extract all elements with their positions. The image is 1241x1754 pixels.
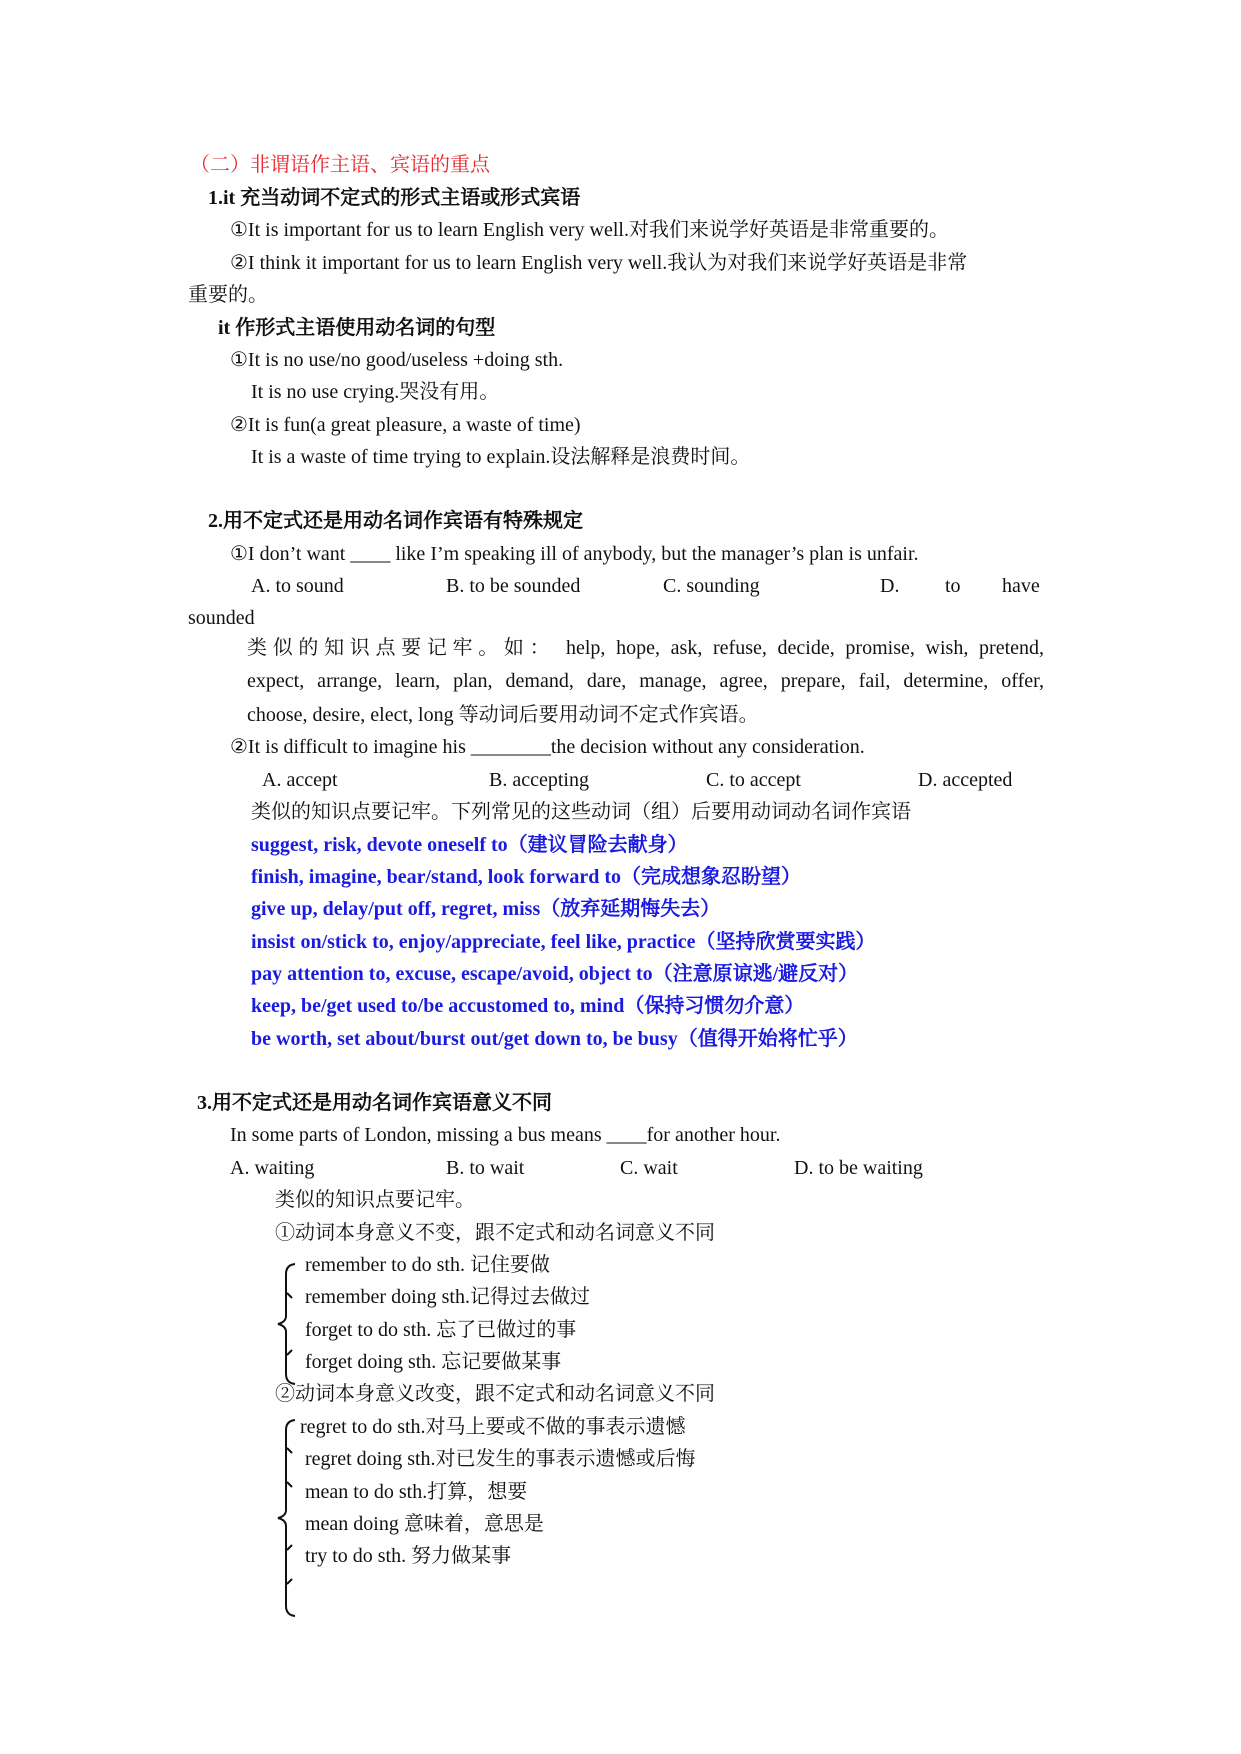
q1-option-b: B. to be sounded: [446, 575, 581, 597]
gerund-verb-line: pay attention to, excuse, escape/avoid, object to（注意原谅逃/避反对）: [251, 963, 859, 985]
question-3: In some parts of London, missing a bus means ____for another hour.: [230, 1124, 781, 1146]
example-1: ①It is important for us to learn English very well.对我们来说学好英语是非常重要的。: [230, 219, 949, 241]
group-1-item: remember to do sth. 记住要做: [305, 1254, 550, 1276]
pattern-1: ①It is no use/no good/useless +doing sth.: [230, 349, 564, 371]
q2-option-a: A. accept: [262, 769, 338, 791]
q3-option-a: A. waiting: [230, 1157, 315, 1179]
group-1-item: forget doing sth. 忘记要做某事: [305, 1351, 562, 1373]
note-remember: 类似的知识点要记牢。: [275, 1189, 475, 1211]
q1-option-d-word-2: have: [1002, 575, 1040, 597]
q3-option-b: B. to wait: [446, 1157, 525, 1179]
note-infinitive-verbs: [247, 632, 1044, 698]
q1-option-a: A. to sound: [251, 575, 344, 597]
q1-option-d-word-1: to: [945, 575, 961, 597]
gerund-verb-line: give up, delay/put off, regret, miss（放弃延期悔失去）: [251, 898, 721, 920]
q2-option-b: B. accepting: [489, 769, 589, 791]
example-2-line-2: 重要的。: [188, 284, 268, 306]
note-gerund-verbs: 类似的知识点要记牢。下列常见的这些动词（组）后要用动词动名词作宾语: [251, 801, 911, 823]
q2-option-d: D. accepted: [918, 769, 1013, 791]
example-2-line-1: ②I think it important for us to learn English very well.我认为对我们来说学好英语是非常: [230, 252, 968, 274]
section-title: （二）非谓语作主语、宾语的重点: [190, 154, 490, 176]
pattern-2-example: It is a waste of time trying to explain.设法解释是浪费时间。: [251, 446, 751, 468]
gerund-verb-line: keep, be/get used to/be accustomed to, mind（保持习惯勿介意）: [251, 995, 805, 1017]
q3-option-c: C. wait: [620, 1157, 678, 1179]
group-2-item: try to do sth. 努力做某事: [305, 1545, 512, 1567]
question-1: ①I don’t want ____ like I’m speaking ill of anybody, but the manager’s plan is unfair.: [230, 543, 919, 565]
heading-3: 3.用不定式还是用动名词作宾语意义不同: [197, 1092, 552, 1114]
heading-2: 2.用不定式还是用动名词作宾语有特殊规定: [208, 510, 583, 532]
q1-option-d-wrap: sounded: [188, 607, 255, 629]
subheading-gerund-pattern: it 作形式主语使用动名词的句型: [218, 317, 496, 339]
group-1-item: forget to do sth. 忘了已做过的事: [305, 1319, 577, 1341]
gerund-verb-line: be worth, set about/burst out/get down to, be busy（值得开始将忙乎）: [251, 1028, 858, 1050]
q1-option-c: C. sounding: [663, 575, 760, 597]
group-2-item: mean doing 意味着，意思是: [305, 1513, 544, 1535]
q2-option-c: C. to accept: [706, 769, 801, 791]
group-1-title: ①动词本身意义不变，跟不定式和动名词意义不同: [275, 1222, 715, 1244]
gerund-verb-line: finish, imagine, bear/stand, look forward to（完成想象忍盼望）: [251, 866, 802, 888]
group-2-item: regret doing sth.对已发生的事表示遗憾或后悔: [305, 1448, 696, 1470]
note-line: choose, desire, elect, long 等动词后要用动词不定式作宾语。: [247, 704, 759, 726]
pattern-2: ②It is fun(a great pleasure, a waste of time): [230, 414, 581, 436]
note-line: expect, arrange, learn, plan, demand, dare, manage, agree, prepare, fail, determine, offer,: [247, 670, 1044, 692]
group-2-title: ②动词本身意义改变，跟不定式和动名词意义不同: [275, 1383, 715, 1405]
note-line: 类似的知识点要记牢。如： help, hope, ask, refuse, decide, promise, wish, pretend,: [247, 637, 1044, 659]
group-2-brace: [275, 1418, 299, 1618]
question-2: ②It is difficult to imagine his ________the decision without any consideration.: [230, 736, 865, 758]
q1-option-d: D.: [880, 575, 900, 597]
group-1-item: remember doing sth.记得过去做过: [305, 1286, 590, 1308]
q3-option-d: D. to be waiting: [794, 1157, 923, 1179]
group-1-brace: [275, 1262, 299, 1386]
group-2-item: regret to do sth.对马上要或不做的事表示遗憾: [300, 1416, 686, 1438]
pattern-1-example: It is no use crying.哭没有用。: [251, 381, 500, 403]
gerund-verb-line: insist on/stick to, enjoy/appreciate, feel like, practice（坚持欣赏要实践）: [251, 931, 876, 953]
heading-1: 1.it 充当动词不定式的形式主语或形式宾语: [208, 187, 581, 209]
group-2-item: mean to do sth.打算，想要: [305, 1481, 528, 1503]
gerund-verb-line: suggest, risk, devote oneself to（建议冒险去献身）: [251, 834, 688, 856]
